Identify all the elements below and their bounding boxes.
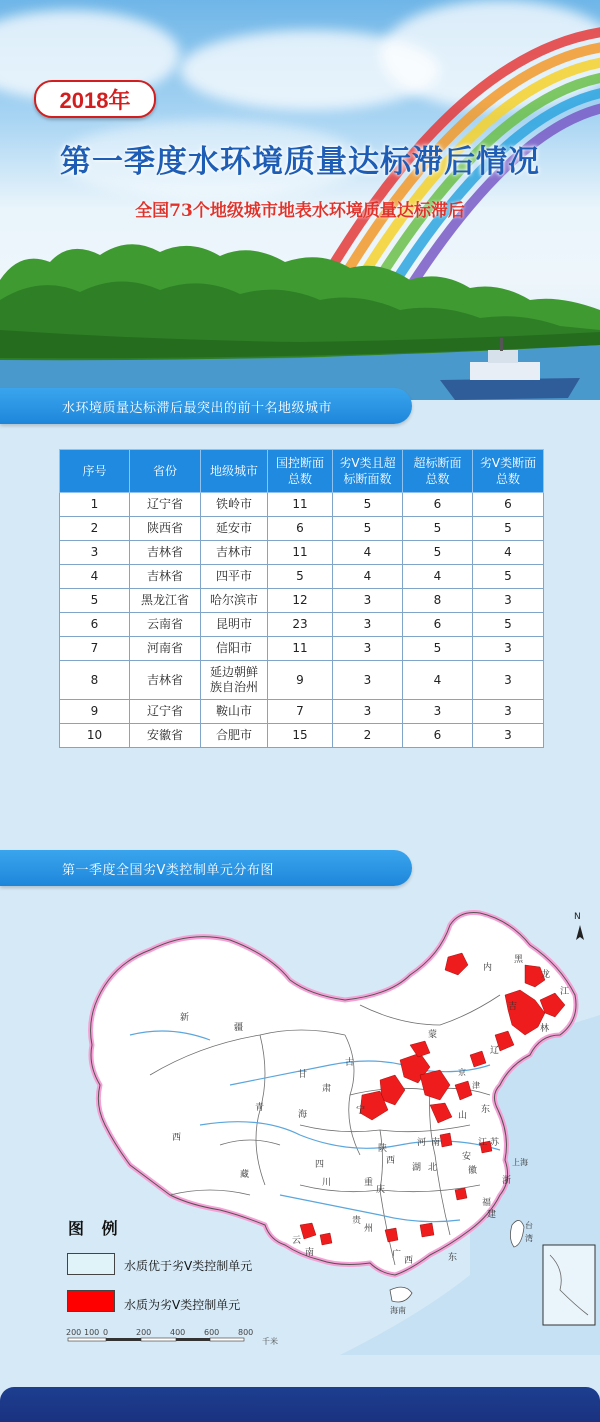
table-cell: 1: [60, 493, 130, 517]
region-label: 福: [482, 1198, 492, 1208]
section-title: 水环境质量达标滞后最突出的前十名地级城市: [62, 400, 333, 416]
table-cell: 8: [403, 589, 473, 613]
table-cell: 5: [473, 517, 544, 541]
table-cell: 11: [268, 637, 333, 661]
region-label: 海南: [390, 1306, 406, 1315]
scale-tick: 800: [238, 1328, 254, 1337]
region-label: 云: [292, 1236, 302, 1246]
table-row: [60, 589, 544, 613]
scale-tick: 0: [103, 1328, 109, 1337]
table-row: [60, 541, 544, 565]
scale-bar-graphic: [66, 1328, 266, 1350]
region-label: 山: [458, 1111, 468, 1121]
table-cell: 辽宁省: [130, 493, 201, 517]
region-label: 东: [481, 1105, 491, 1115]
scale-tick: 200: [66, 1328, 82, 1337]
region-label: 肃: [322, 1084, 332, 1094]
table-cell: 5: [473, 613, 544, 637]
table-header-cell: 超标断面 总数: [403, 450, 473, 493]
legend-label-good: 水质优于劣V类控制单元: [124, 1259, 253, 1273]
table-cell: 3: [333, 589, 403, 613]
region-label: 重: [364, 1178, 374, 1188]
table-cell: 3: [333, 613, 403, 637]
table-cell: 吉林省: [130, 541, 201, 565]
table-cell: 3: [333, 661, 403, 700]
region-label: 蒙: [428, 1030, 438, 1040]
legend-label-bad: 水质为劣V类控制单元: [124, 1298, 241, 1312]
region-label: 西: [386, 1156, 396, 1166]
table-cell: 四平市: [201, 565, 268, 589]
table-cell: 3: [473, 661, 544, 700]
region-label: 龙: [541, 970, 551, 980]
table-cell: 7: [60, 637, 130, 661]
table-cell: 4: [403, 661, 473, 700]
region-label: 湾: [525, 1234, 533, 1243]
table-cell: 4: [333, 565, 403, 589]
table-cell: 延安市: [201, 517, 268, 541]
table-cell: 11: [268, 493, 333, 517]
section-banner-top-ten: [0, 388, 412, 424]
region-label: 徽: [468, 1166, 478, 1176]
table-cell: 吉林省: [130, 661, 201, 700]
table-cell: 7: [268, 700, 333, 724]
region-label: 古: [345, 1058, 355, 1068]
region-label: 建: [487, 1210, 497, 1220]
table-row: [60, 700, 544, 724]
table-cell: 6: [60, 613, 130, 637]
table-cell: 4: [60, 565, 130, 589]
table-row: [60, 637, 544, 661]
table-cell: 4: [403, 565, 473, 589]
region-label: 苏: [490, 1138, 500, 1148]
region-label: 疆: [234, 1023, 244, 1033]
region-label: 湖: [412, 1163, 422, 1173]
table-cell: 2: [333, 724, 403, 748]
table-cell: 15: [268, 724, 333, 748]
table-cell: 安徽省: [130, 724, 201, 748]
table-cell: 23: [268, 613, 333, 637]
north-label: N: [574, 912, 581, 922]
table-cell: 延边朝鲜 族自治州: [201, 661, 268, 700]
region-label: 贵: [352, 1216, 362, 1226]
region-label: 内: [483, 963, 493, 973]
table-cell: 哈尔滨市: [201, 589, 268, 613]
table-header-cell: 劣V类断面 总数: [473, 450, 544, 493]
region-label: 西: [404, 1256, 414, 1266]
region-label: 浙: [502, 1176, 512, 1186]
scale-tick: 400: [170, 1328, 186, 1337]
table-cell: 6: [403, 613, 473, 637]
footer-bar: [0, 1387, 600, 1422]
table-cell: 6: [403, 493, 473, 517]
table-cell: 信阳市: [201, 637, 268, 661]
table-cell: 河南省: [130, 637, 201, 661]
table-row: [60, 661, 544, 700]
region-label: 江: [560, 987, 570, 997]
legend-swatch-good: [67, 1253, 115, 1275]
table-header-row: [60, 450, 544, 493]
table-cell: 3: [473, 724, 544, 748]
table-row: [60, 565, 544, 589]
table-header-cell: 劣V类且超 标断面数: [333, 450, 403, 493]
table-cell: 云南省: [130, 613, 201, 637]
table-cell: 3: [473, 700, 544, 724]
region-label: 江: [478, 1138, 488, 1148]
table-cell: 8: [60, 661, 130, 700]
table-cell: 3: [333, 637, 403, 661]
table-cell: 5: [60, 589, 130, 613]
table-cell: 9: [60, 700, 130, 724]
region-label: 新: [180, 1013, 190, 1023]
table-header-cell: 地级城市: [201, 450, 268, 493]
scale-tick: 100: [84, 1328, 100, 1337]
table-cell: 昆明市: [201, 613, 268, 637]
ranking-table: [59, 449, 544, 748]
north-arrow-icon: [576, 925, 584, 940]
region-label: 津: [472, 1081, 480, 1090]
region-label: 广: [392, 1250, 402, 1260]
table-cell: 10: [60, 724, 130, 748]
legend-title: 图 例: [68, 1219, 124, 1238]
table-cell: 9: [268, 661, 333, 700]
region-label: 藏: [240, 1170, 250, 1180]
table-cell: 6: [268, 517, 333, 541]
table-cell: 5: [473, 565, 544, 589]
scale-unit: 千米: [262, 1337, 278, 1346]
region-label: 南: [431, 1138, 441, 1148]
map-svg: [0, 895, 600, 1355]
table-cell: 6: [473, 493, 544, 517]
table-cell: 黑龙江省: [130, 589, 201, 613]
table-cell: 4: [473, 541, 544, 565]
table-cell: 3: [473, 589, 544, 613]
region-label: 台: [525, 1221, 533, 1230]
region-label: 宁: [356, 1106, 366, 1116]
table-cell: 5: [268, 565, 333, 589]
table-cell: 4: [333, 541, 403, 565]
table-cell: 吉林市: [201, 541, 268, 565]
region-label: 林: [540, 1024, 550, 1034]
table-row: [60, 724, 544, 748]
table-row: [60, 613, 544, 637]
page-subtitle: 全国73个地级城市地表水环境质量达标滞后: [135, 201, 465, 221]
table-cell: 3: [473, 637, 544, 661]
section-banner-map: [0, 850, 412, 886]
table-header-cell: 省份: [130, 450, 201, 493]
section-title: 第一季度全国劣Ⅴ类控制单元分布图: [62, 862, 274, 878]
table-cell: 6: [403, 724, 473, 748]
region-label: 河: [417, 1138, 427, 1148]
city-ranking-table: [59, 449, 543, 747]
table-row: [60, 493, 544, 517]
table-header-cell: 国控断面 总数: [268, 450, 333, 493]
table-cell: 3: [60, 541, 130, 565]
table-cell: 3: [403, 700, 473, 724]
table-row: [60, 517, 544, 541]
south-sea-inset: [543, 1245, 595, 1325]
year-badge: 2018年: [34, 80, 156, 118]
legend-swatch-bad: [67, 1290, 115, 1312]
region-label: 京: [458, 1068, 466, 1077]
scale-bar: [66, 1328, 286, 1350]
table-cell: 5: [403, 541, 473, 565]
table-cell: 5: [403, 517, 473, 541]
region-label: 陕: [378, 1144, 388, 1154]
scale-tick: 600: [204, 1328, 220, 1337]
region-label: 川: [322, 1178, 332, 1188]
table-cell: 3: [333, 700, 403, 724]
region-label: 东: [448, 1253, 458, 1263]
region-label: 安: [462, 1152, 472, 1162]
page-title: 第一季度水环境质量达标滞后情况: [60, 144, 540, 180]
china-map: [0, 895, 600, 1355]
table-cell: 12: [268, 589, 333, 613]
region-label: 州: [364, 1224, 374, 1234]
table-cell: 铁岭市: [201, 493, 268, 517]
region-label: 四: [315, 1160, 325, 1170]
region-label: 青: [255, 1103, 265, 1113]
table-cell: 11: [268, 541, 333, 565]
table-cell: 鞍山市: [201, 700, 268, 724]
table-cell: 合肥市: [201, 724, 268, 748]
table-cell: 5: [333, 517, 403, 541]
table-cell: 吉林省: [130, 565, 201, 589]
region-label: 甘: [298, 1070, 308, 1080]
region-label: 北: [428, 1163, 438, 1173]
region-label: 吉: [508, 1002, 518, 1012]
region-label: 西: [172, 1133, 182, 1143]
table-cell: 2: [60, 517, 130, 541]
table-cell: 5: [403, 637, 473, 661]
scale-tick: 200: [136, 1328, 152, 1337]
table-cell: 陕西省: [130, 517, 201, 541]
region-label: 南: [305, 1248, 315, 1258]
region-label: 黑: [514, 955, 524, 965]
hero-banner: [0, 0, 600, 400]
region-label: 海: [298, 1110, 308, 1120]
table-header-cell: 序号: [60, 450, 130, 493]
region-label: 庆: [376, 1185, 386, 1195]
table-cell: 5: [333, 493, 403, 517]
region-label: 辽: [490, 1046, 500, 1056]
table-cell: 辽宁省: [130, 700, 201, 724]
region-label: 上海: [512, 1158, 528, 1167]
